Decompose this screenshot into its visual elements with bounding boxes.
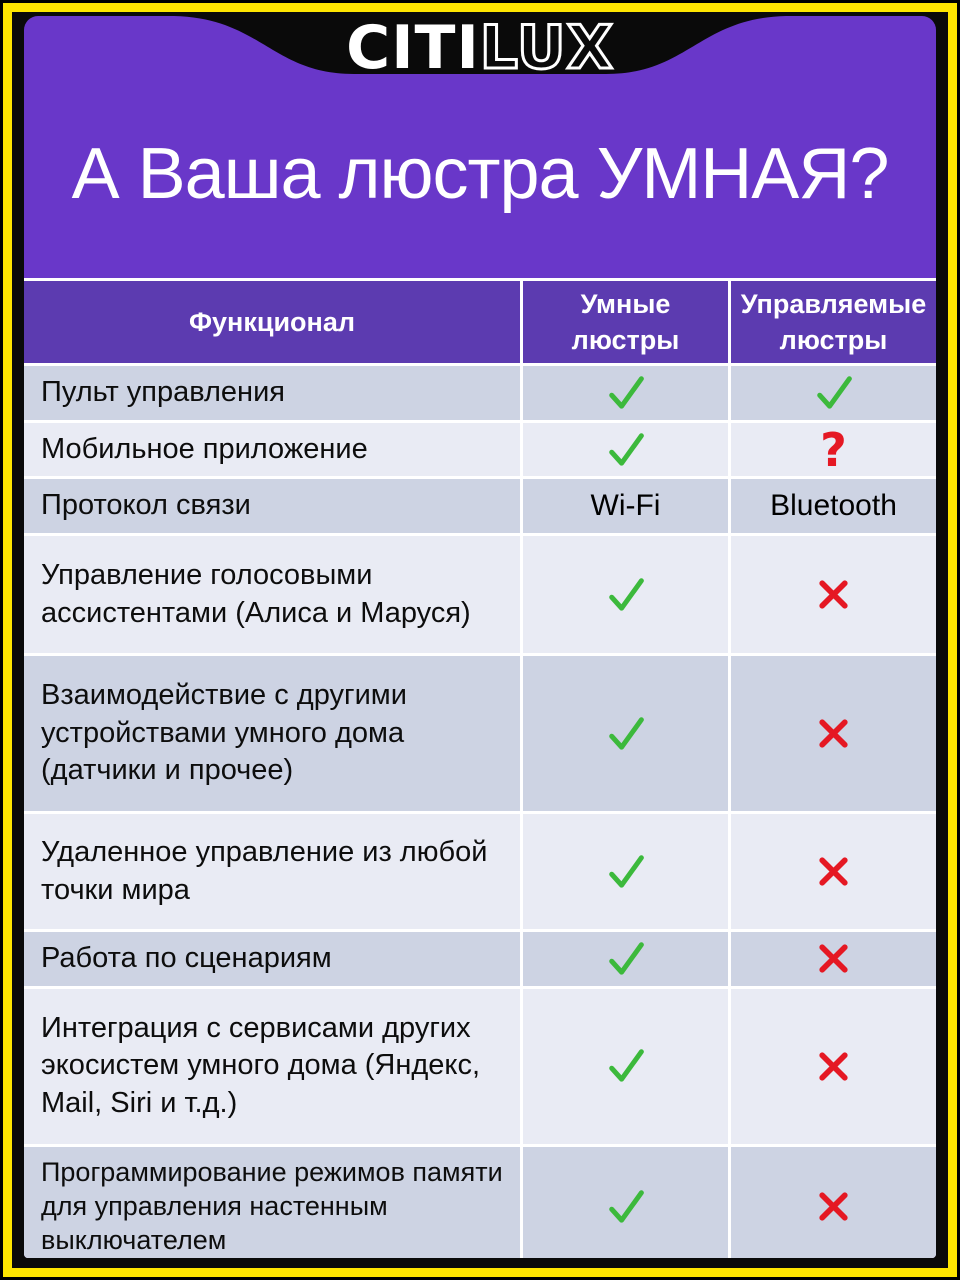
feature-cell: Мобильное приложение <box>24 423 520 477</box>
check-icon <box>604 573 648 617</box>
table-row <box>24 479 936 533</box>
table-row <box>24 989 936 1144</box>
column-header-smart: Умные люстры <box>523 281 728 363</box>
table-row <box>24 423 936 477</box>
smart-value-cell <box>523 479 728 533</box>
controlled-value-cell <box>731 366 936 420</box>
feature-cell: Протокол связи <box>24 479 520 533</box>
table-row <box>24 536 936 653</box>
feature-cell: Работа по сценариям <box>24 932 520 986</box>
yellow-frame <box>3 3 957 1277</box>
controlled-value-cell <box>731 656 936 811</box>
feature-cell: Взаимодействие с другими устройствами умного дома (датчики и прочее) <box>24 656 520 811</box>
protocol-label: Bluetooth <box>770 489 897 523</box>
comparison-table <box>24 278 936 1258</box>
table-header-row <box>24 281 936 363</box>
table-row <box>24 814 936 929</box>
table-row <box>24 932 936 986</box>
feature-cell: Пульт управления <box>24 366 520 420</box>
table-row <box>24 656 936 811</box>
smart-value-cell <box>523 1147 728 1258</box>
check-icon <box>812 371 856 415</box>
smart-value-cell <box>523 932 728 986</box>
controlled-value-cell <box>731 932 936 986</box>
cross-icon <box>815 576 852 613</box>
logo-band <box>24 16 936 86</box>
feature-cell: Интеграция с сервисами других экосистем умного дома (Яндекс, Mail, Siri и т.д.) <box>24 989 520 1144</box>
check-icon <box>604 1185 648 1229</box>
column-header-controlled: Управляемые люстры <box>731 281 936 363</box>
check-icon <box>604 937 648 981</box>
cross-icon <box>815 853 852 890</box>
feature-cell: Удаленное управление из любой точки мира <box>24 814 520 929</box>
controlled-value-cell <box>731 814 936 929</box>
check-icon <box>604 850 648 894</box>
controlled-value-cell <box>731 479 936 533</box>
poster <box>24 16 936 1258</box>
smart-value-cell <box>523 366 728 420</box>
smart-value-cell <box>523 989 728 1144</box>
check-icon <box>604 371 648 415</box>
feature-cell: Программирование режимов памяти для управления настенным выключателем <box>24 1147 520 1258</box>
smart-value-cell <box>523 814 728 929</box>
controlled-value-cell <box>731 423 936 477</box>
feature-cell: Управление голосовыми ассистентами (Алиса и Маруся) <box>24 536 520 653</box>
protocol-label: Wi-Fi <box>590 489 661 523</box>
check-icon <box>604 712 648 756</box>
logo-text-outline: LUX <box>479 16 614 83</box>
controlled-value-cell <box>731 1147 936 1258</box>
table-rows <box>24 366 936 1258</box>
header-wave-graphic <box>24 16 936 86</box>
controlled-value-cell <box>731 989 936 1144</box>
cross-icon <box>815 715 852 752</box>
cross-icon <box>815 1188 852 1225</box>
smart-value-cell <box>523 656 728 811</box>
cross-icon <box>815 940 852 977</box>
question-mark-icon: ? <box>820 422 847 477</box>
check-icon <box>604 1044 648 1088</box>
table-row <box>24 366 936 420</box>
page-title: А Ваша люстра УМНАЯ? <box>71 134 889 214</box>
controlled-value-cell <box>731 536 936 653</box>
logo-text-solid: CITI <box>346 16 480 83</box>
citilux-logo <box>346 16 614 83</box>
table-row <box>24 1147 936 1258</box>
smart-value-cell <box>523 423 728 477</box>
check-icon <box>604 428 648 472</box>
smart-value-cell <box>523 536 728 653</box>
inner-black-frame <box>12 12 948 1268</box>
column-header-feature: Функционал <box>24 281 520 363</box>
cross-icon <box>815 1048 852 1085</box>
